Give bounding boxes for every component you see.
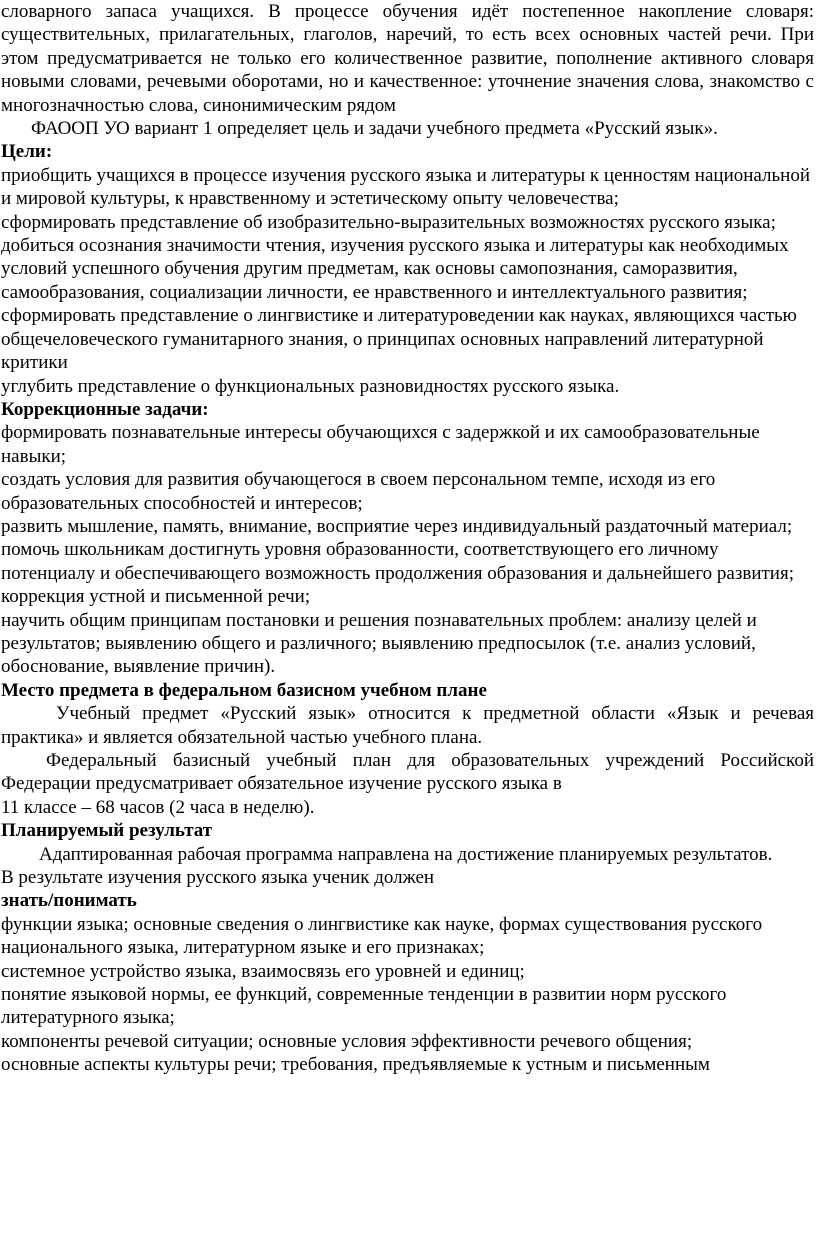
- result-item: компоненты речевой ситуации; основные условия эффективности речевого общения;: [1, 1030, 693, 1052]
- goal-item: углубить представление о функциональных разновидностях русского языка.: [1, 375, 620, 397]
- goals-heading: Цели:: [1, 141, 53, 163]
- correction-item: научить общим принципам постановки и решения познавательных проблем: анализу целей и результатов; выявлению общего и различного; выявлению предпосылок (т.е. анализ условий, обоснование, выявление причин).: [1, 609, 757, 678]
- place-paragraph-2-end: 11 классе – 68 часов (2 часа в неделю).: [1, 796, 315, 818]
- correction-item: развить мышление, память, внимание, восприятие через индивидуальный раздаточный материал;: [1, 515, 793, 537]
- place-paragraph-1: Учебный предмет «Русский язык» относится к предметной области «Язык и речевая практика» и является обязательной частью учебного плана.: [1, 703, 814, 748]
- result-item: основные аспекты культуры речи; требования, предъявляемые к устным и письменным: [1, 1054, 710, 1076]
- goal-item: сформировать представление об изобразительно-выразительных возможностях русского языка;: [1, 211, 776, 233]
- correction-item: создать условия для развития обучающегося в своем персональном темпе, исходя из его образовательных способностей и интересов;: [1, 469, 716, 514]
- result-item: понятие языковой нормы, ее функций, современные тенденции в развитии норм русского литературного языка;: [1, 984, 727, 1029]
- place-paragraph-2: Федеральный базисный учебный план для образовательных учреждений Российской Федерации предусматривает обязательное изучение русского языка в: [1, 750, 814, 795]
- result-item: системное устройство языка, взаимосвязь его уровней и единиц;: [1, 960, 525, 982]
- place-heading: Место предмета в федеральном базисном учебном плане: [1, 679, 487, 701]
- result-item: функции языка; основные сведения о лингвистике как науке, формах существования русского национального языка, литературном языке и его признаках;: [1, 913, 763, 959]
- results-paragraph-2: В результате изучения русского языка ученик должен: [1, 867, 435, 889]
- goal-item: приобщить учащихся в процессе изучения русского языка и литературы к ценностям национальной и мировой культуры, к нравственному и эстетическому опыту человечества;: [1, 164, 810, 210]
- know-understand-heading: знать/понимать: [1, 890, 137, 912]
- faoop-paragraph: ФАООП УО вариант 1 определяет цель и задачи учебного предмета «Русский язык».: [31, 118, 718, 140]
- goal-item: добиться осознания значимости чтения, изучения русского языка и литературы как необходимых условий успешного обучения другим предметам, как основы самопознания, саморазвития, самообразования, социализации личности, ее нравственного и интеллектуального развития;: [1, 235, 789, 303]
- correction-item: формировать познавательные интересы обучающихся с задержкой и их самообразовательные навыки;: [1, 422, 760, 467]
- results-heading: Планируемый результат: [1, 820, 213, 842]
- intro-paragraph: словарного запаса учащихся. В процессе обучения идёт постепенное накопление словаря: существительных, прилагательных, глаголов, наречий, то есть всех основных частей речи. При этом предусматривается не только его количественное развитие, пополнение активного словаря новыми словами, речевыми оборотами, но и качественное: уточнение значения слова, знакомство с многозначностью слова, синонимическим рядом: [1, 1, 814, 116]
- correction-heading: Коррекционные задачи:: [1, 398, 209, 420]
- correction-item: помочь школьникам достигнуть уровня образованности, соответствующего его личному потенциалу и обеспечивающего возможность продолжения образования и дальнейшего развития;: [1, 539, 794, 584]
- goal-item: сформировать представление о лингвистике и литературоведении как науках, являющихся частью общечеловеческого гуманитарного знания, о принципах основных направлений литературной критики: [1, 305, 797, 374]
- results-paragraph-1: Адаптированная рабочая программа направлена на достижение планируемых результатов.: [39, 843, 773, 865]
- correction-item: коррекция устной и письменной речи;: [1, 586, 311, 608]
